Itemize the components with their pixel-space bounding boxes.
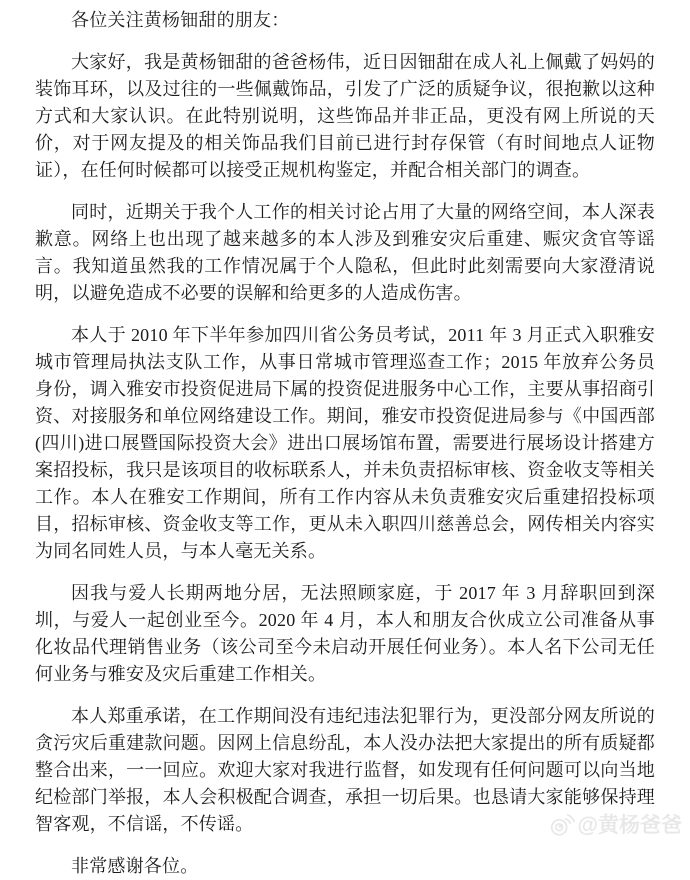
weibo-watermark: [548, 809, 682, 839]
closing-line: 非常感谢各位。: [71, 856, 199, 876]
weibo-icon: [548, 810, 576, 838]
paragraph-resignation-company: 因我与爱人长期两地分居，无法照顾家庭，于 2017 年 3 月辞职回到深圳，与爱人一起创业至今。2020 年 4 月，本人和朋友合伙成立公司准备从事化妆品代理销售业务（该公司至今未启动开展任何业务）。本人名下公司无任何业务与雅安及灾后重建工作相关。: [35, 583, 655, 684]
paragraph-rumors-clarification: 同时，近期关于我个人工作的相关讨论占用了大量的网络空间，本人深表歉意。网络上也出现了越来越多的本人涉及到雅安灾后重建、赈灾贪官等谣言。我知道虽然我的工作情况属于个人隐私，但此时此刻需要向大家澄清说明，以避免造成不必要的误解和给更多的人造成伤害。: [35, 202, 655, 303]
paragraph-work-history: 本人于 2010 年下半年参加四川省公务员考试，2011 年 3 月正式入职雅安城市管理局执法支队工作，从事日常城市管理巡查工作；2015 年放弃公务员身份，调入雅安市投资促进局下属的投资促进服务中心工作，主要从事招商引资、对接服务和单位网络建设工作。期间，雅安市投资促进局参与《中国西部(四川)进口展暨国际投资大会》进出口展场馆布置，需要进行展场设计搭建方案招投标，我只是该项目的收标联系人，并未负责招标审核、资金收支等相关工作。本人在雅安工作期间，所有工作内容从未负责雅安灾后重建招投标项目，招标审核、资金收支等工作，更从未入职四川慈善总会，网传相关内容实为同名同姓人员，与本人毫无关系。: [35, 325, 655, 561]
paragraph-pledge: 本人郑重承诺，在工作期间没有违纪违法犯罪行为，更没部分网友所说的贪污灾后重建款问题。因网上信息纷乱，本人没办法把大家提出的所有质疑都整合出来，一一回应。欢迎大家对我进行监督，如发现有任何问题可以向当地纪检部门举报，本人会积极配合调查，承担一切后果。也恳请大家能够保持理智客观，不信谣，不传谣。: [35, 706, 655, 834]
paragraph-apology-earrings: 大家好，我是黄杨钿甜的爸爸杨伟，近日因钿甜在成人礼上佩戴了妈妈的装饰耳环，以及过往的一些佩戴饰品，引发了广泛的质疑争议，很抱歉以这种方式和大家认识。在此特别说明，这些饰品并非正品，更没有网上所说的天价，对于网友提及的相关饰品我们目前已进行封存保管（有时间地点人证物证），在任何时候都可以接受正规机构鉴定，并配合相关部门的调查。: [35, 52, 655, 180]
watermark-handle: @黄杨爸爸: [577, 814, 682, 837]
greeting-line: 各位关注黄杨钿甜的朋友：: [71, 10, 290, 30]
